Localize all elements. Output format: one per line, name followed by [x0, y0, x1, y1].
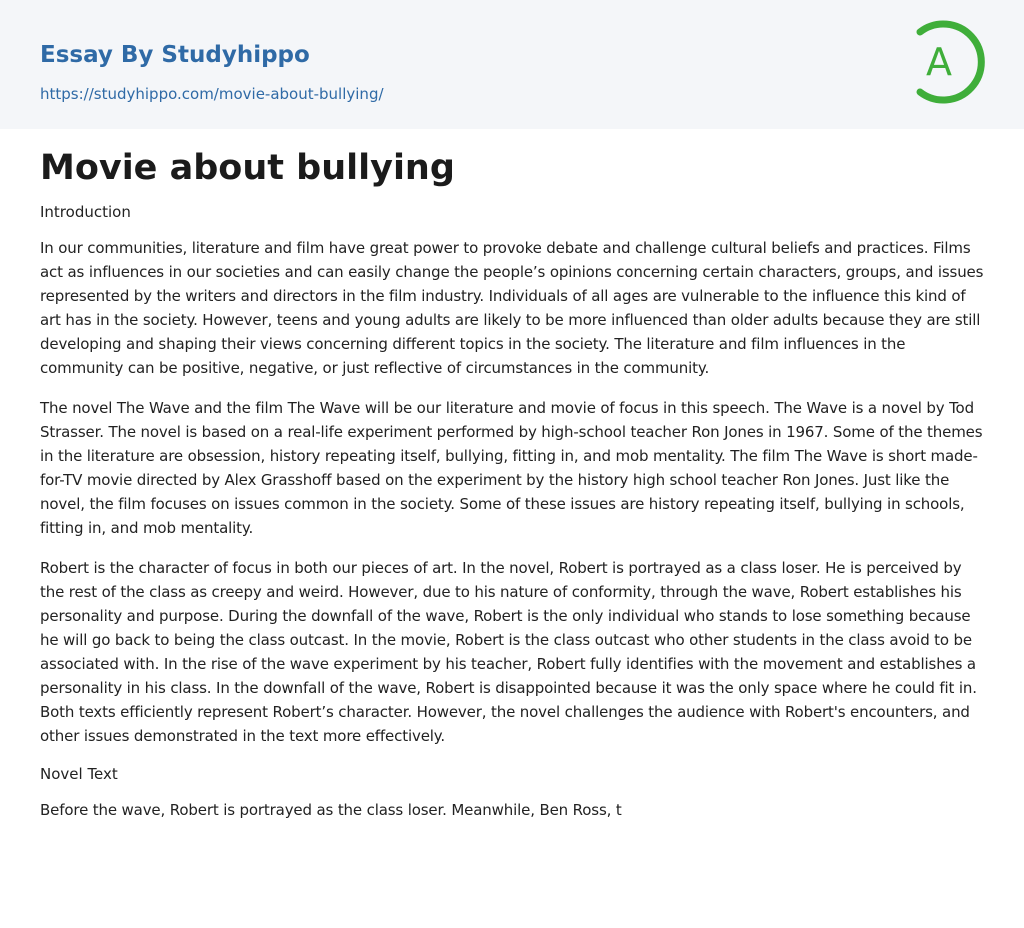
logo-ring-icon: [910, 18, 988, 106]
page-title: Movie about bullying: [40, 148, 455, 188]
section-heading-introduction: Introduction: [40, 203, 131, 221]
article-url-link[interactable]: https://studyhippo.com/movie-about-bullying/: [40, 85, 384, 103]
studyhippo-logo: [910, 18, 988, 106]
paragraph: Robert is the character of focus in both our pieces of art. In the novel, Robert is portrayed as a class loser. He is perceived by the rest of the class as creepy and weird. However, due to his nature of conformity, through the wave, Robert establishes his personality and purpose. During the downfall of the wave, Robert is the only individual who stands to lose something because he will go back to being the class outcast. In the movie, Robert is the class outcast who other students in the class avoid to be associated with. In the rise of the wave experiment by his teacher, Robert fully identifies with the movement and establishes a personality in his class. In the downfall of the wave, Robert is disappointed because it was the only space where he could fit in. Both texts efficiently represent Robert’s character. However, the novel challenges the audience with Robert's encounters, and other issues demonstrated in the text more effectively.: [40, 559, 977, 745]
paragraph: The novel The Wave and the film The Wave will be our literature and movie of focus in this speech. The Wave is a novel by Tod Strasser. The novel is based on a real-life experiment performed by high-school teacher Ron Jones in 1967. Some of the themes in the literature are obsession, history repeating itself, bullying, fitting in, and mob mentality. The film The Wave is short made-for-TV movie directed by Alex Grasshoff based on the experiment by the history high school teacher Ron Jones. Just like the novel, the film focuses on issues common in the society. Some of these issues are history repeating itself, bullying in schools, fitting in, and mob mentality.: [40, 399, 983, 537]
section-heading-novel-text: Novel Text: [40, 765, 118, 783]
brand-title: Essay By Studyhippo: [40, 42, 310, 68]
logo-letter: A: [926, 40, 952, 84]
paragraph: Before the wave, Robert is portrayed as the class loser. Meanwhile, Ben Ross, t: [40, 801, 622, 819]
paragraph: In our communities, literature and film have great power to provoke debate and challenge cultural beliefs and practices. Films act as influences in our societies and can easily change the people’s opinions concerning certain characters, groups, and issues represented by the writers and directors in the film industry. Individuals of all ages are vulnerable to the influence this kind of art has in the society. However, teens and young adults are likely to be more influenced than older adults because they are still developing and shaping their views concerning different topics in the society. The literature and film influences in the community can be positive, negative, or just reflective of circumstances in the community.: [40, 239, 984, 377]
site-header: [0, 0, 1024, 129]
article: [40, 142, 984, 822]
